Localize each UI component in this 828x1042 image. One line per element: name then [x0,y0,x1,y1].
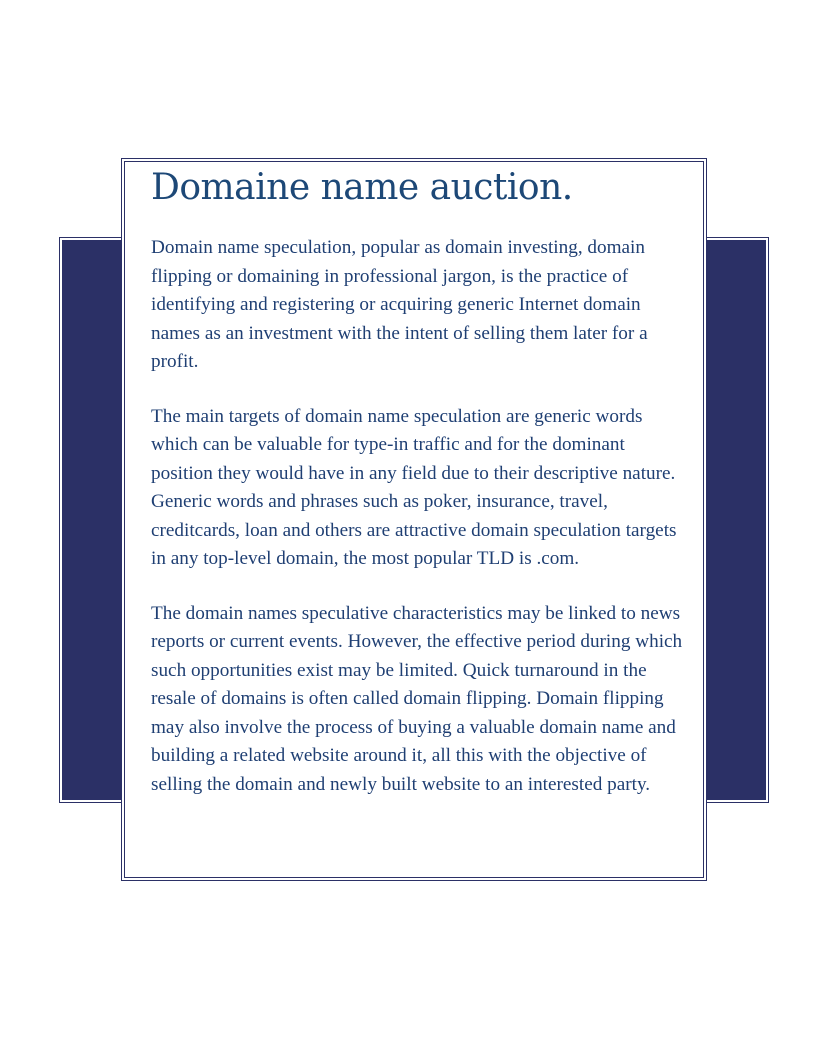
paragraph-3: The domain names speculative characteristics may be linked to news reports or current events. However, the effective period during which such opportunities exist may be limited. Quick turnaround in the resale of domains is often called domain flipping. Domain flipping may also involve the process of buying a valuable domain name and building a related website around it, all this with the objective of selling the domain and newly built website to an interested party. [151,602,683,795]
article-card [124,161,704,878]
paragraph-1: Domain name speculation, popular as domain investing, domain flipping or domaining in professional jargon, is the practice of identifying and registering or acquiring generic Internet domain names as an investment with the intent of selling them later for a profit. [151,237,648,372]
paragraph-2: The main targets of domain name speculation are generic words which can be valuable for type-in traffic and for the dominant position they would have in any field due to their descriptive nature. Generic words and phrases such as poker, insurance, travel, creditcards, loan and others are attractive domain speculation targets in any top-level domain, the most popular TLD is .com. [151,405,677,569]
article-title: Domaine name auction. [151,167,573,208]
article-content [151,166,691,825]
